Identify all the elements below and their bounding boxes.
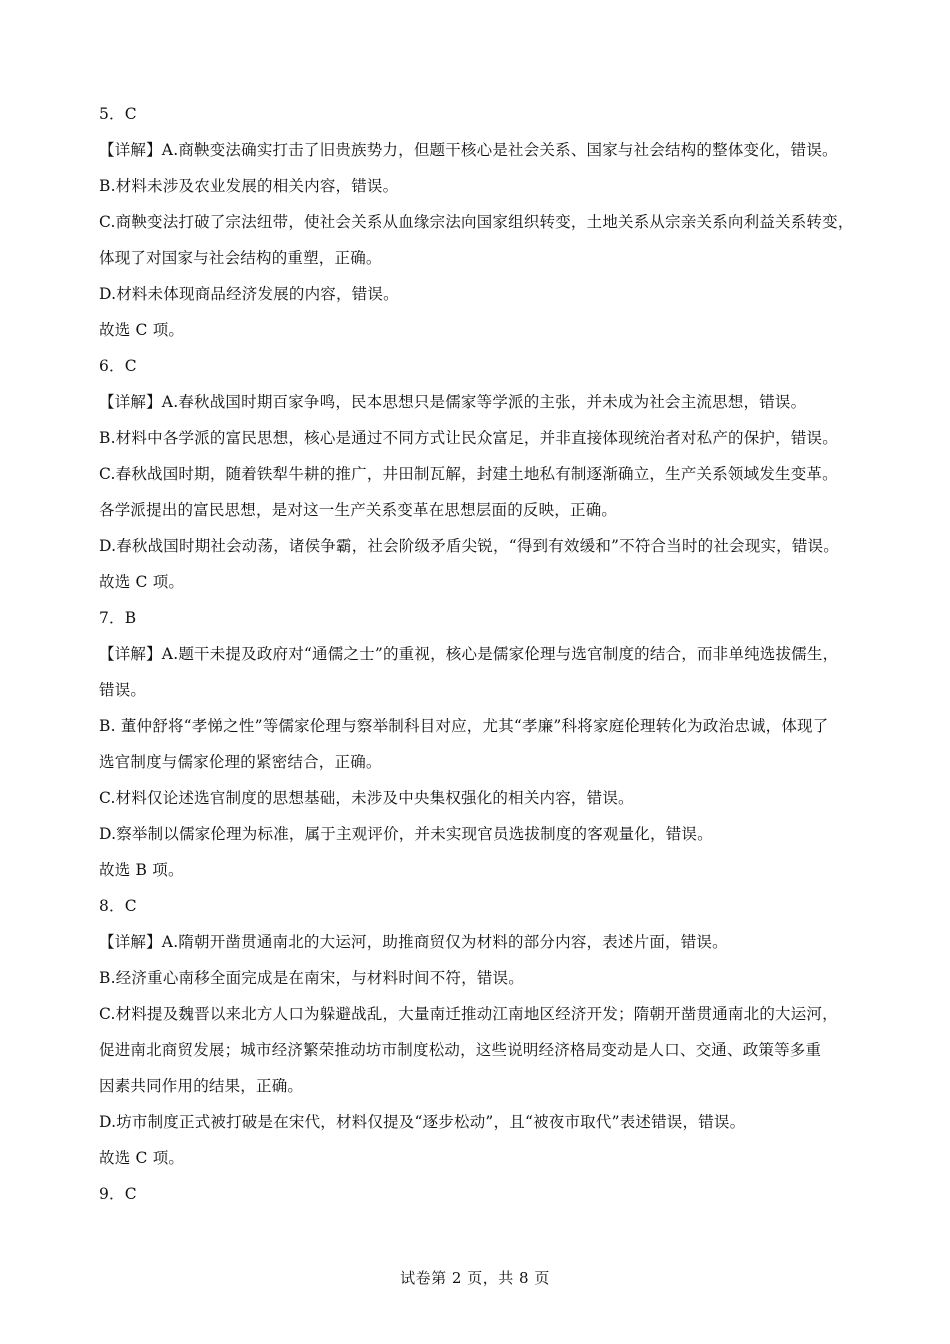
answer-line: 【详解】A.商鞅变法确实打击了旧贵族势力，但题干核心是社会关系、国家与社会结构的整体变化，错误。: [99, 141, 838, 159]
answer-line: 选官制度与儒家伦理的紧密结合，正确。: [99, 753, 382, 771]
answer-line: C.春秋战国时期，随着铁犁牛耕的推广，井田制瓦解，封建土地私有制逐渐确立，生产关系领域发生变革。: [99, 465, 838, 483]
answer-line: 故选 C 项。: [99, 321, 185, 339]
answer-line: B. 董仲舒将“孝悌之性”等儒家伦理与察举制科目对应，尤其“孝廉”科将家庭伦理转化为政治忠诚，体现了: [99, 717, 829, 735]
answer-line: C.商鞅变法打破了宗法纽带，使社会关系从血缘宗法向国家组织转变，土地关系从宗亲关系向利益关系转变，: [99, 213, 854, 231]
answer-line: B.材料未涉及农业发展的相关内容，错误。: [99, 177, 399, 195]
answer-line: 故选 B 项。: [99, 861, 184, 879]
question-number: 9．C: [99, 1185, 137, 1203]
answer-line: D.坊市制度正式被打破是在宋代，材料仅提及“逐步松动”，且“被夜市取代”表述错误，错误。: [99, 1113, 746, 1131]
answer-line: 促进南北商贸发展；城市经济繁荣推动坊市制度松动，这些说明经济格局变动是人口、交通、政策等多重: [99, 1041, 822, 1059]
answer-line: D.材料未体现商品经济发展的内容，错误。: [99, 285, 399, 303]
answer-line: 【详解】A.题干未提及政府对“通儒之士”的重视，核心是儒家伦理与选官制度的结合，而非单纯选拔儒生，: [99, 645, 839, 663]
answer-line: 错误。: [99, 681, 147, 699]
page-footer: 试卷第 2 页，共 8 页: [400, 1269, 550, 1287]
answer-line: 【详解】A.隋朝开凿贯通南北的大运河，助推商贸仅为材料的部分内容，表述片面，错误。: [99, 933, 728, 951]
answer-line: 【详解】A.春秋战国时期百家争鸣，民本思想只是儒家等学派的主张，并未成为社会主流思想，错误。: [99, 393, 807, 411]
answer-line: 体现了对国家与社会结构的重塑，正确。: [99, 249, 382, 267]
question-number: 6．C: [99, 357, 137, 375]
answer-line: D.察举制以儒家伦理为标准，属于主观评价，并未实现官员选拔制度的客观量化，错误。: [99, 825, 713, 843]
question-number: 7．B: [99, 609, 137, 627]
answer-line: B.经济重心南移全面完成是在南宋，与材料时间不符，错误。: [99, 969, 524, 987]
answer-line: C.材料提及魏晋以来北方人口为躲避战乱，大量南迁推动江南地区经济开发；隋朝开凿贯通南北的大运河，: [99, 1005, 838, 1023]
answer-line: C.材料仅论述选官制度的思想基础，未涉及中央集权强化的相关内容，错误。: [99, 789, 634, 807]
question-number: 5．C: [99, 105, 137, 123]
answer-line: 因素共同作用的结果，正确。: [99, 1077, 304, 1095]
question-number: 8．C: [99, 897, 137, 915]
answer-line: 故选 C 项。: [99, 1149, 185, 1167]
answer-line: 各学派提出的富民思想，是对这一生产关系变革在思想层面的反映，正确。: [99, 501, 618, 519]
answer-line: 故选 C 项。: [99, 573, 185, 591]
answer-line: B.材料中各学派的富民思想，核心是通过不同方式让民众富足，并非直接体现统治者对私产的保护，错误。: [99, 429, 838, 447]
answer-content: [99, 96, 865, 1212]
answer-line: D.春秋战国时期社会动荡，诸侯争霸，社会阶级矛盾尖锐，“得到有效缓和”不符合当时的社会现实，错误。: [99, 537, 839, 555]
